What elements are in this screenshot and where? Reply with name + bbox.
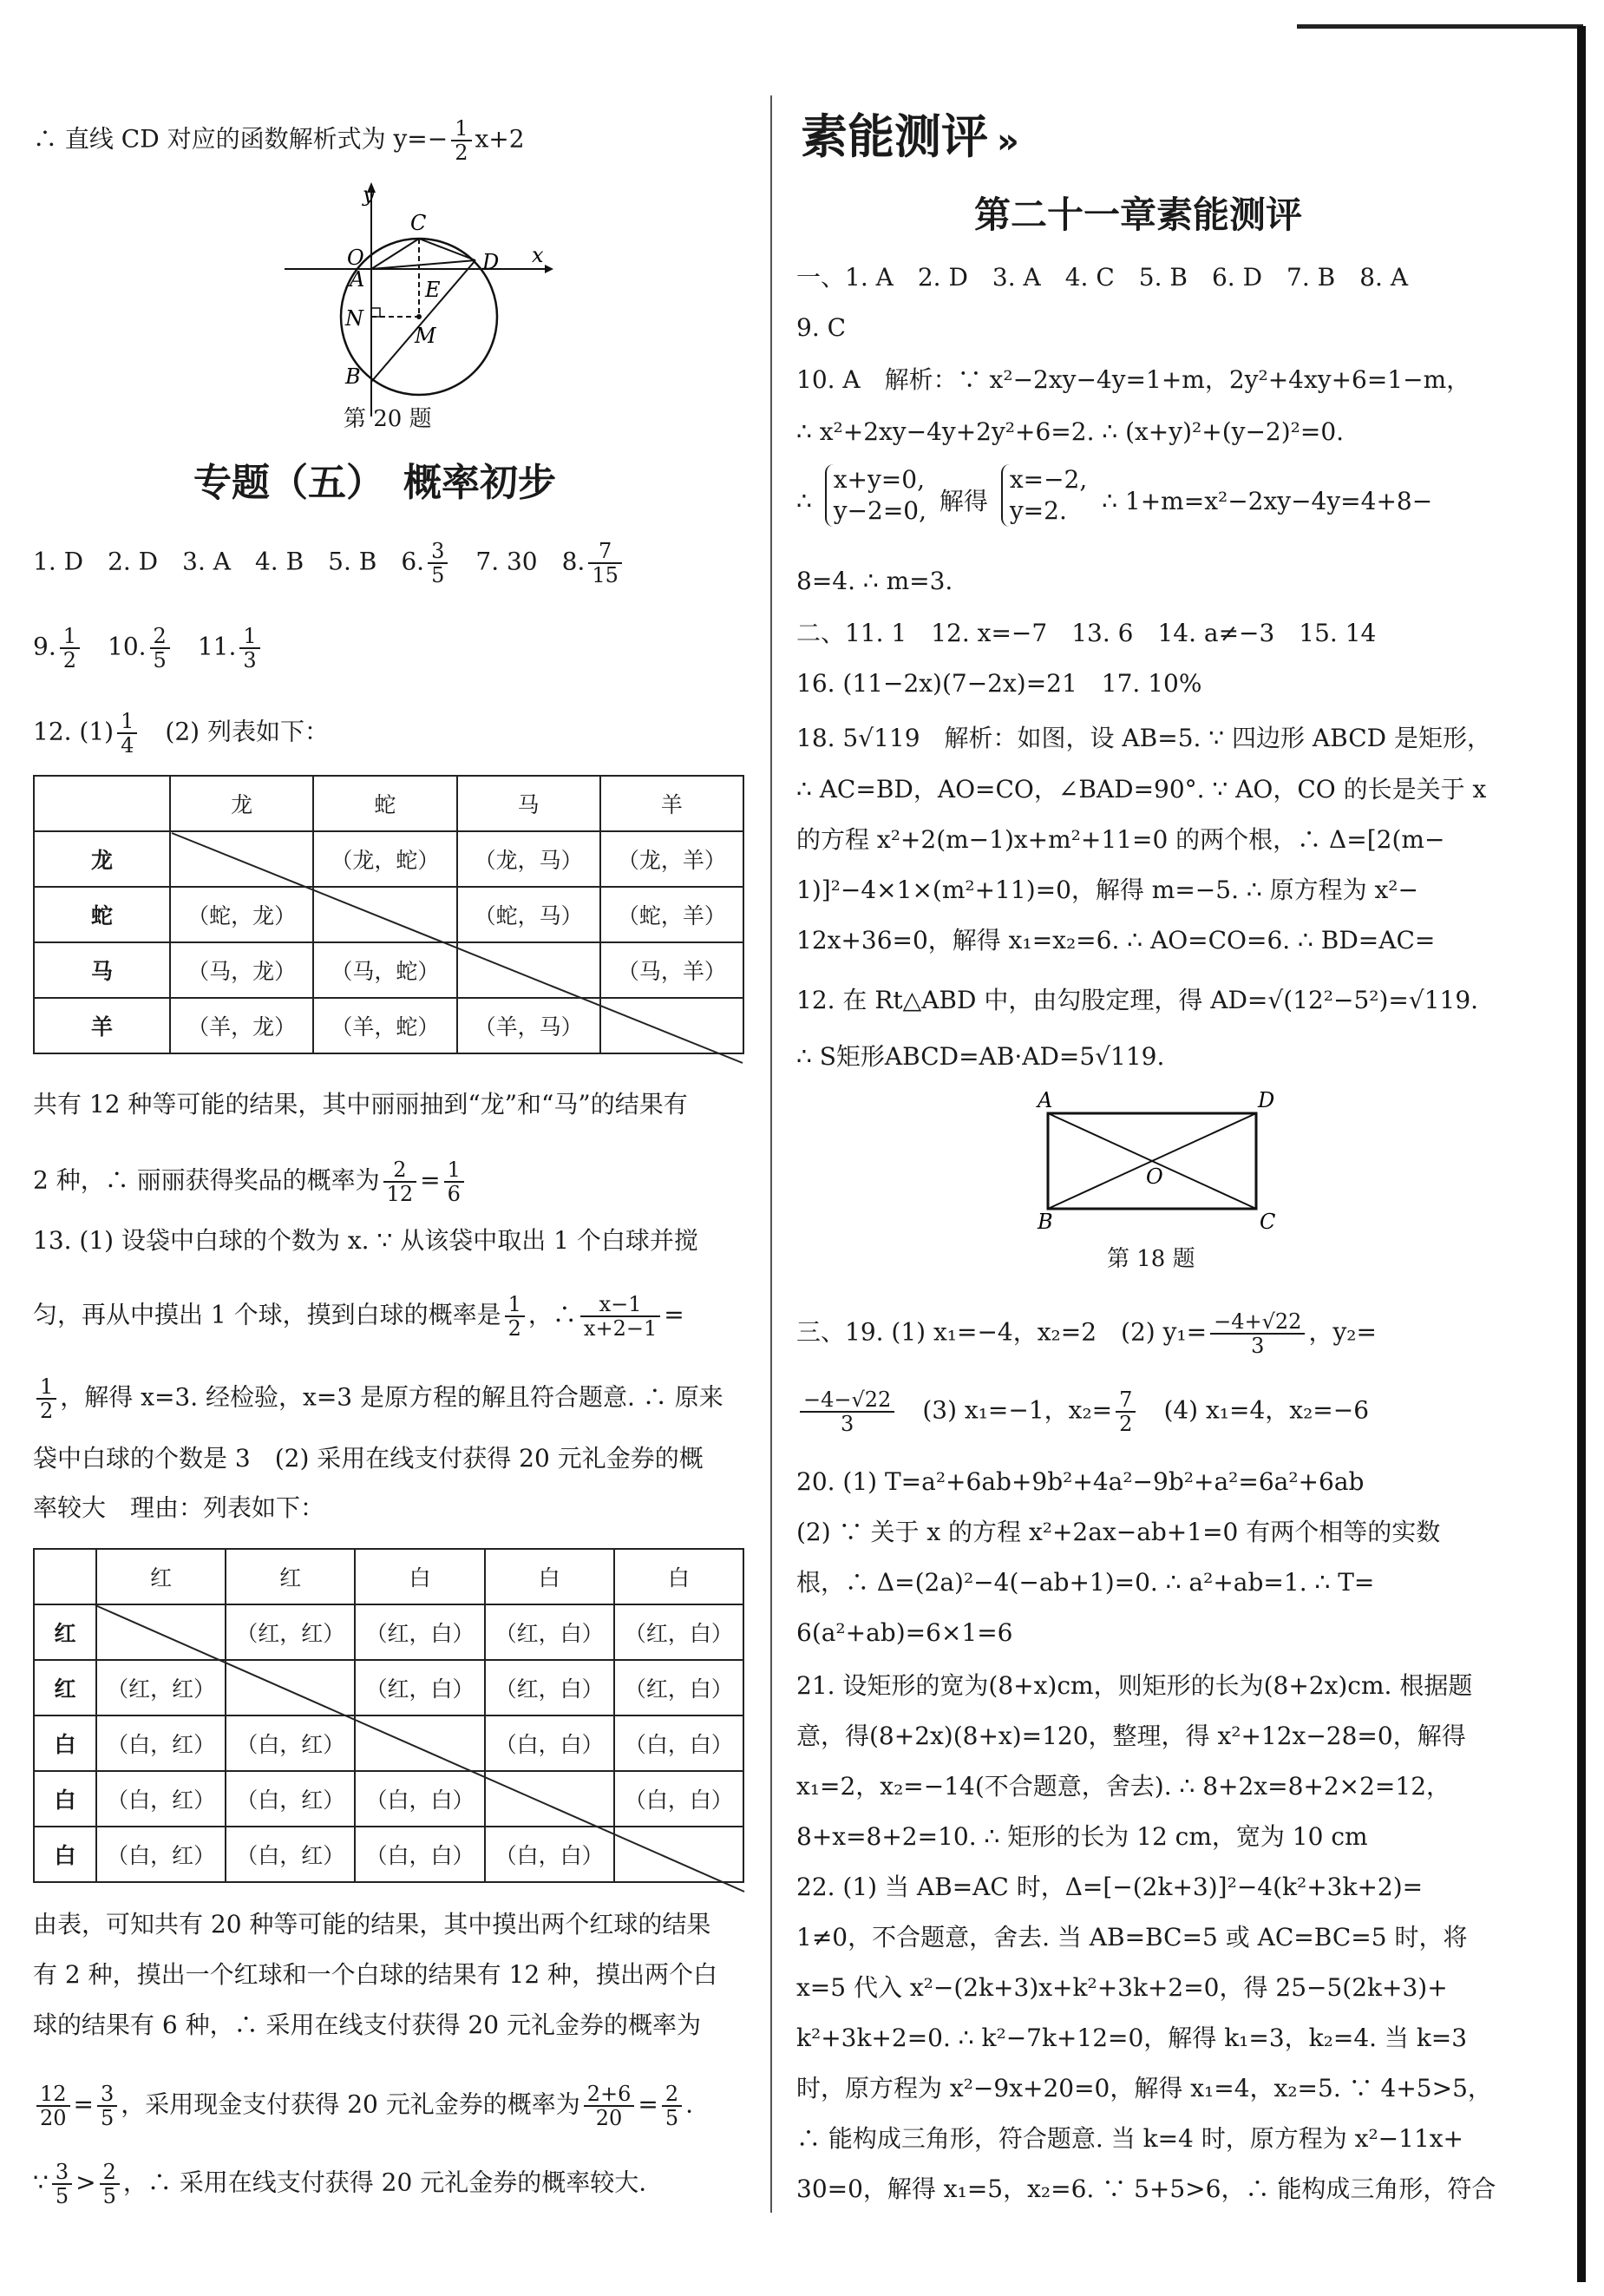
chapter-title: 第二十一章素能测评 [974,194,1303,236]
q21-line-2: 意，得(8+2x)(8+x)=120，整理，得 x²+12x−28=0，解得 [796,1722,1466,1750]
mc-answers-1-8: 一、1. A 2. D 3. A 4. C 5. B 6. D 7. B 8. A [796,263,1409,292]
q21-line-1: 21. 设矩形的宽为(8+x)cm，则矩形的长为(8+2x)cm. 根据题 [796,1671,1473,1700]
q12-intro: 12. (1) $\frac{1}{4}$ (2) 列表如下： [33,709,329,758]
table2-cell: （白，白） [614,1771,743,1827]
fig20-label-c: C [410,211,427,235]
q12-conclusion-2: 2 种，∴ 丽丽获得奖品的概率为 $\frac{2}{12}$ = $\frac{1}{6}$ [33,1158,468,1205]
q22-line-5: 时，原方程为 x²−9x+20=0，解得 x₁=4，x₂=5. ∵ 4+5>5， [796,2074,1492,2102]
table2-header-cell: 白 [485,1549,614,1604]
table2-cell: （红，白） [355,1604,484,1660]
table1-cell: （马，羊） [600,942,743,998]
table2-cell: （白，白） [355,1827,484,1882]
table2-cell: （红，白） [485,1604,614,1660]
banner-title: 素能测评 » [801,109,1019,164]
q13-conclusion-2: 有 2 种，摸出一个红球和一个白球的结果有 12 种，摸出两个白 [33,1960,718,1989]
fill-answers-11-15: 二、11. 1 12. x=−7 13. 6 14. a≠−3 15. 14 [796,619,1377,647]
q13-line-4: 袋中白球的个数是 3 (2) 采用在线支付获得 20 元礼金券的概 [33,1444,704,1473]
table2-cell: （白，红） [226,1771,355,1827]
table2-cell: （白，红） [226,1827,355,1882]
q10-line-2: ∴ x²+2xy−4y+2y²+6=2. ∴ (x+y)²+(y−2)²=0. [796,417,1345,446]
q18-line-6: 12. 在 Rt△ABD 中，由勾股定理，得 AD=√(12²−5²)=√119. [796,986,1479,1014]
table1-cell: （羊，蛇） [313,998,456,1053]
q22-line-3: x=5 代入 x²−(2k+3)x+k²+3k+2=0，得 25−5(2k+3)+ [796,1973,1448,2002]
table2-corner [34,1549,96,1604]
table1-cell: （蛇，羊） [600,887,743,942]
q21-line-4: 8+x=8+2=10. ∴ 矩形的长为 12 cm，宽为 10 cm [796,1822,1368,1851]
q18-line-7: ∴ S矩形ABCD=AB·AD=5√119. [796,1042,1165,1071]
q22-line-4: k²+3k+2=0. ∴ k²−7k+12=0，解得 k₁=3，k₂=4. 当 k=3 [796,2024,1468,2052]
q13-conclusion-4: $\frac{12}{20}$ = $\frac{3}{5}$ ，采用现金支付获得 20 元礼金券的概率为 $\frac{2+6}{20}$ = $\frac{2}{5}$ . [33,2083,693,2129]
table1-cell: （蛇，马） [457,887,600,942]
figure-18-rectangle [1031,1088,1282,1234]
table2-row-head: 白 [34,1771,96,1827]
page-edge [1577,26,1586,2282]
q13-line-1: 13. (1) 设袋中白球的个数为 x. ∵ 从该袋中取出 1 个白球并搅 [33,1226,698,1255]
q22-line-7: 30=0，解得 x₁=5，x₂=6. ∵ 5+5>6，∴ 能构成三角形，符合 [796,2175,1496,2203]
q13-conclusion-5: ∵ $\frac{3}{5}$ > $\frac{2}{5}$ ，∴ 采用在线支付获得 20 元礼金券的概率较大. [33,2160,647,2208]
table1-cell: （龙，马） [457,831,600,887]
q13-line-5: 率较大 理由：列表如下： [33,1493,325,1522]
answers-9-11: 9. $\frac{1}{2}$ 10. $\frac{2}{5}$ 11. $\frac{1}{3}$ [33,625,264,672]
q13-conclusion-1: 由表，可知共有 20 种等可能的结果，其中摸出两个红球的结果 [33,1910,711,1938]
fig20-label-y: y [363,182,375,207]
q19-line-1: 三、19. (1) x₁=−4，x₂=2 (2) y₁= $\frac{-4+√22}{3}$ ，y₂= [796,1309,1377,1358]
q18-line-1: 18. 5√119 解析：如图，设 AB=5. ∵ 四边形 ABCD 是矩形， [796,724,1492,752]
fig20-label-o: O [347,246,364,270]
fig20-label-d: D [482,250,500,274]
table1-row-head: 龙 [34,831,170,887]
table2-cell: （白，红） [96,1715,226,1771]
table2-row-head: 白 [34,1827,96,1882]
fig20-label-e: E [425,278,441,302]
q12-conclusion-1: 共有 12 种等可能的结果，其中丽丽抽到“龙”和“马”的结果有 [33,1090,688,1118]
fig18-label-b: B [1038,1210,1053,1234]
table2-cell: （白，白） [355,1771,484,1827]
fig20-label-x: x [532,243,544,267]
table2-cell: （白，红） [96,1827,226,1882]
fig18-label-d: D [1258,1088,1275,1112]
figure-20-diagram [276,182,553,425]
table2-cell: （红，红） [226,1604,355,1660]
q20-line-2: (2) ∵ 关于 x 的方程 x²+2ax−ab+1=0 有两个相等的实数 [796,1518,1441,1546]
topic-title: 专题（五） 概率初步 [193,461,556,505]
q13-conclusion-3: 球的结果有 6 种，∴ 采用在线支付获得 20 元礼金券的概率为 [33,2011,701,2039]
table2-header-cell: 白 [614,1549,743,1604]
table2-row-head: 红 [34,1660,96,1715]
table1-cell: （马，龙） [170,942,313,998]
table2-cell: （白，红） [96,1771,226,1827]
table1-header-cell: 羊 [600,776,743,831]
cd-line-equation: ∴ 直线 CD 对应的函数解析式为 y=− $\frac{1}{2}$ x+2 [33,116,525,165]
q10-line-4: 8=4. ∴ m=3. [796,567,953,595]
table1-cell: （蛇，龙） [170,887,313,942]
fig20-label-a: A [350,267,365,292]
q10-line-1: 10. A 解析：∵ x²−2xy−4y=1+m，2y²+4xy+6=1−m， [796,365,1471,394]
q18-line-2: ∴ AC=BD，AO=CO，∠BAD=90°. ∵ AO，CO 的长是关于 x [796,775,1487,804]
table2-cell: （白，白） [485,1827,614,1882]
q20-line-3: 根，∴ Δ=(2a)²−4(−ab+1)=0. ∴ a²+ab=1. ∴ T= [796,1568,1375,1597]
q13-line-3: $\frac{1}{2}$ ，解得 x=3. 经检验，x=3 是原方程的解且符合题意. ∴ 原来 [33,1375,723,1422]
table2-diagonal [95,1605,746,1896]
table2-row-head: 白 [34,1715,96,1771]
q20-line-4: 6(a²+ab)=6×1=6 [796,1618,1013,1647]
table2-cell: （白，白） [485,1715,614,1771]
fig20-label-m: M [415,324,436,348]
column-divider [770,95,772,2213]
fig18-label-c: C [1260,1210,1276,1234]
answers-1-8: 1. D 2. D 3. A 4. B 5. B 6. $\frac{3}{5}$ 7. 30 8. $\frac{7}{15}$ [33,540,625,587]
figure-20-caption: 第 20 题 [344,406,432,432]
table1-cell: （羊，龙） [170,998,313,1053]
q21-line-3: x₁=2，x₂=−14(不合题意，舍去). ∴ 8+2x=8+2×2=12， [796,1772,1451,1801]
mc-answer-9: 9. C [796,313,847,342]
q18-line-5: 12x+36=0，解得 x₁=x₂=6. ∴ AO=CO=6. ∴ BD=AC= [796,926,1436,954]
table2-header-cell: 红 [226,1549,355,1604]
table2-cell: （红，白） [485,1660,614,1715]
table2-cell: （白，白） [614,1715,743,1771]
table1-cell: （龙，蛇） [313,831,456,887]
table2-cell: （红，白） [355,1660,484,1715]
fig18-label-a: A [1038,1088,1053,1112]
table1-header-cell: 马 [457,776,600,831]
table2-cell: （红，白） [614,1660,743,1715]
q18-line-4: 1)]²−4×1×(m²+11)=0，解得 m=−5. ∴ 原方程为 x²− [796,876,1418,904]
table1-row-head: 蛇 [34,887,170,942]
table1-cell: （马，蛇） [313,942,456,998]
table1-diagonal [172,833,744,1067]
fig20-label-b: B [345,364,361,389]
q20-line-1: 20. (1) T=a²+6ab+9b²+4a²−9b²+a²=6a²+6ab [796,1467,1365,1496]
fill-answers-16-17: 16. (11−2x)(7−2x)=21 17. 10% [796,669,1202,698]
table1-header-cell: 蛇 [313,776,456,831]
fig20-label-n: N [345,306,363,331]
q18-line-3: 的方程 x²+2(m−1)x+m²+11=0 的两个根，∴ Δ=[2(m− [796,825,1445,854]
q22-line-6: ∴ 能构成三角形，符合题意. 当 k=4 时，原方程为 x²−11x+ [796,2124,1464,2153]
table1-cell: （羊，马） [457,998,600,1053]
q22-line-2: 1≠0，不合题意，舍去. 当 AB=BC=5 或 AC=BC=5 时，将 [796,1923,1468,1952]
fig18-label-o: O [1146,1164,1163,1189]
top-rule [1297,24,1583,29]
table2-cell: （红，红） [96,1660,226,1715]
q19-line-2: $\frac{-4-√22}{3}$ (3) x₁=−1，x₂= $\frac{7}{2}$ (4) x₁=4，x₂=−6 [796,1388,1369,1435]
table2-header-cell: 白 [355,1549,484,1604]
figure-18-caption: 第 18 题 [1107,1246,1195,1272]
table2-cell: （红，白） [614,1604,743,1660]
table2-cell: （白，红） [226,1715,355,1771]
table2-header-cell: 红 [96,1549,226,1604]
table1-corner [34,776,170,831]
q13-line-2: 匀，再从中摸出 1 个球，摸到白球的概率是 $\frac{1}{2}$ ，∴ $\frac{x-1}{x+2-1}$ = [33,1292,684,1341]
q22-line-1: 22. (1) 当 AB=AC 时，Δ=[−(2k+3)]²−4(k²+3k+2)= [796,1873,1424,1901]
table1-row-head: 羊 [34,998,170,1053]
q10-system: ∴ x+y=0, y−2=0, 解得 x=−2, y=2. ∴ 1+m=x²−2xy−4y=4+8− [796,465,1433,525]
table1-header-cell: 龙 [170,776,313,831]
table2-row-head: 红 [34,1604,96,1660]
table1-row-head: 马 [34,942,170,998]
banner-chevron-icon: » [997,121,1019,161]
table1-cell: （龙，羊） [600,831,743,887]
